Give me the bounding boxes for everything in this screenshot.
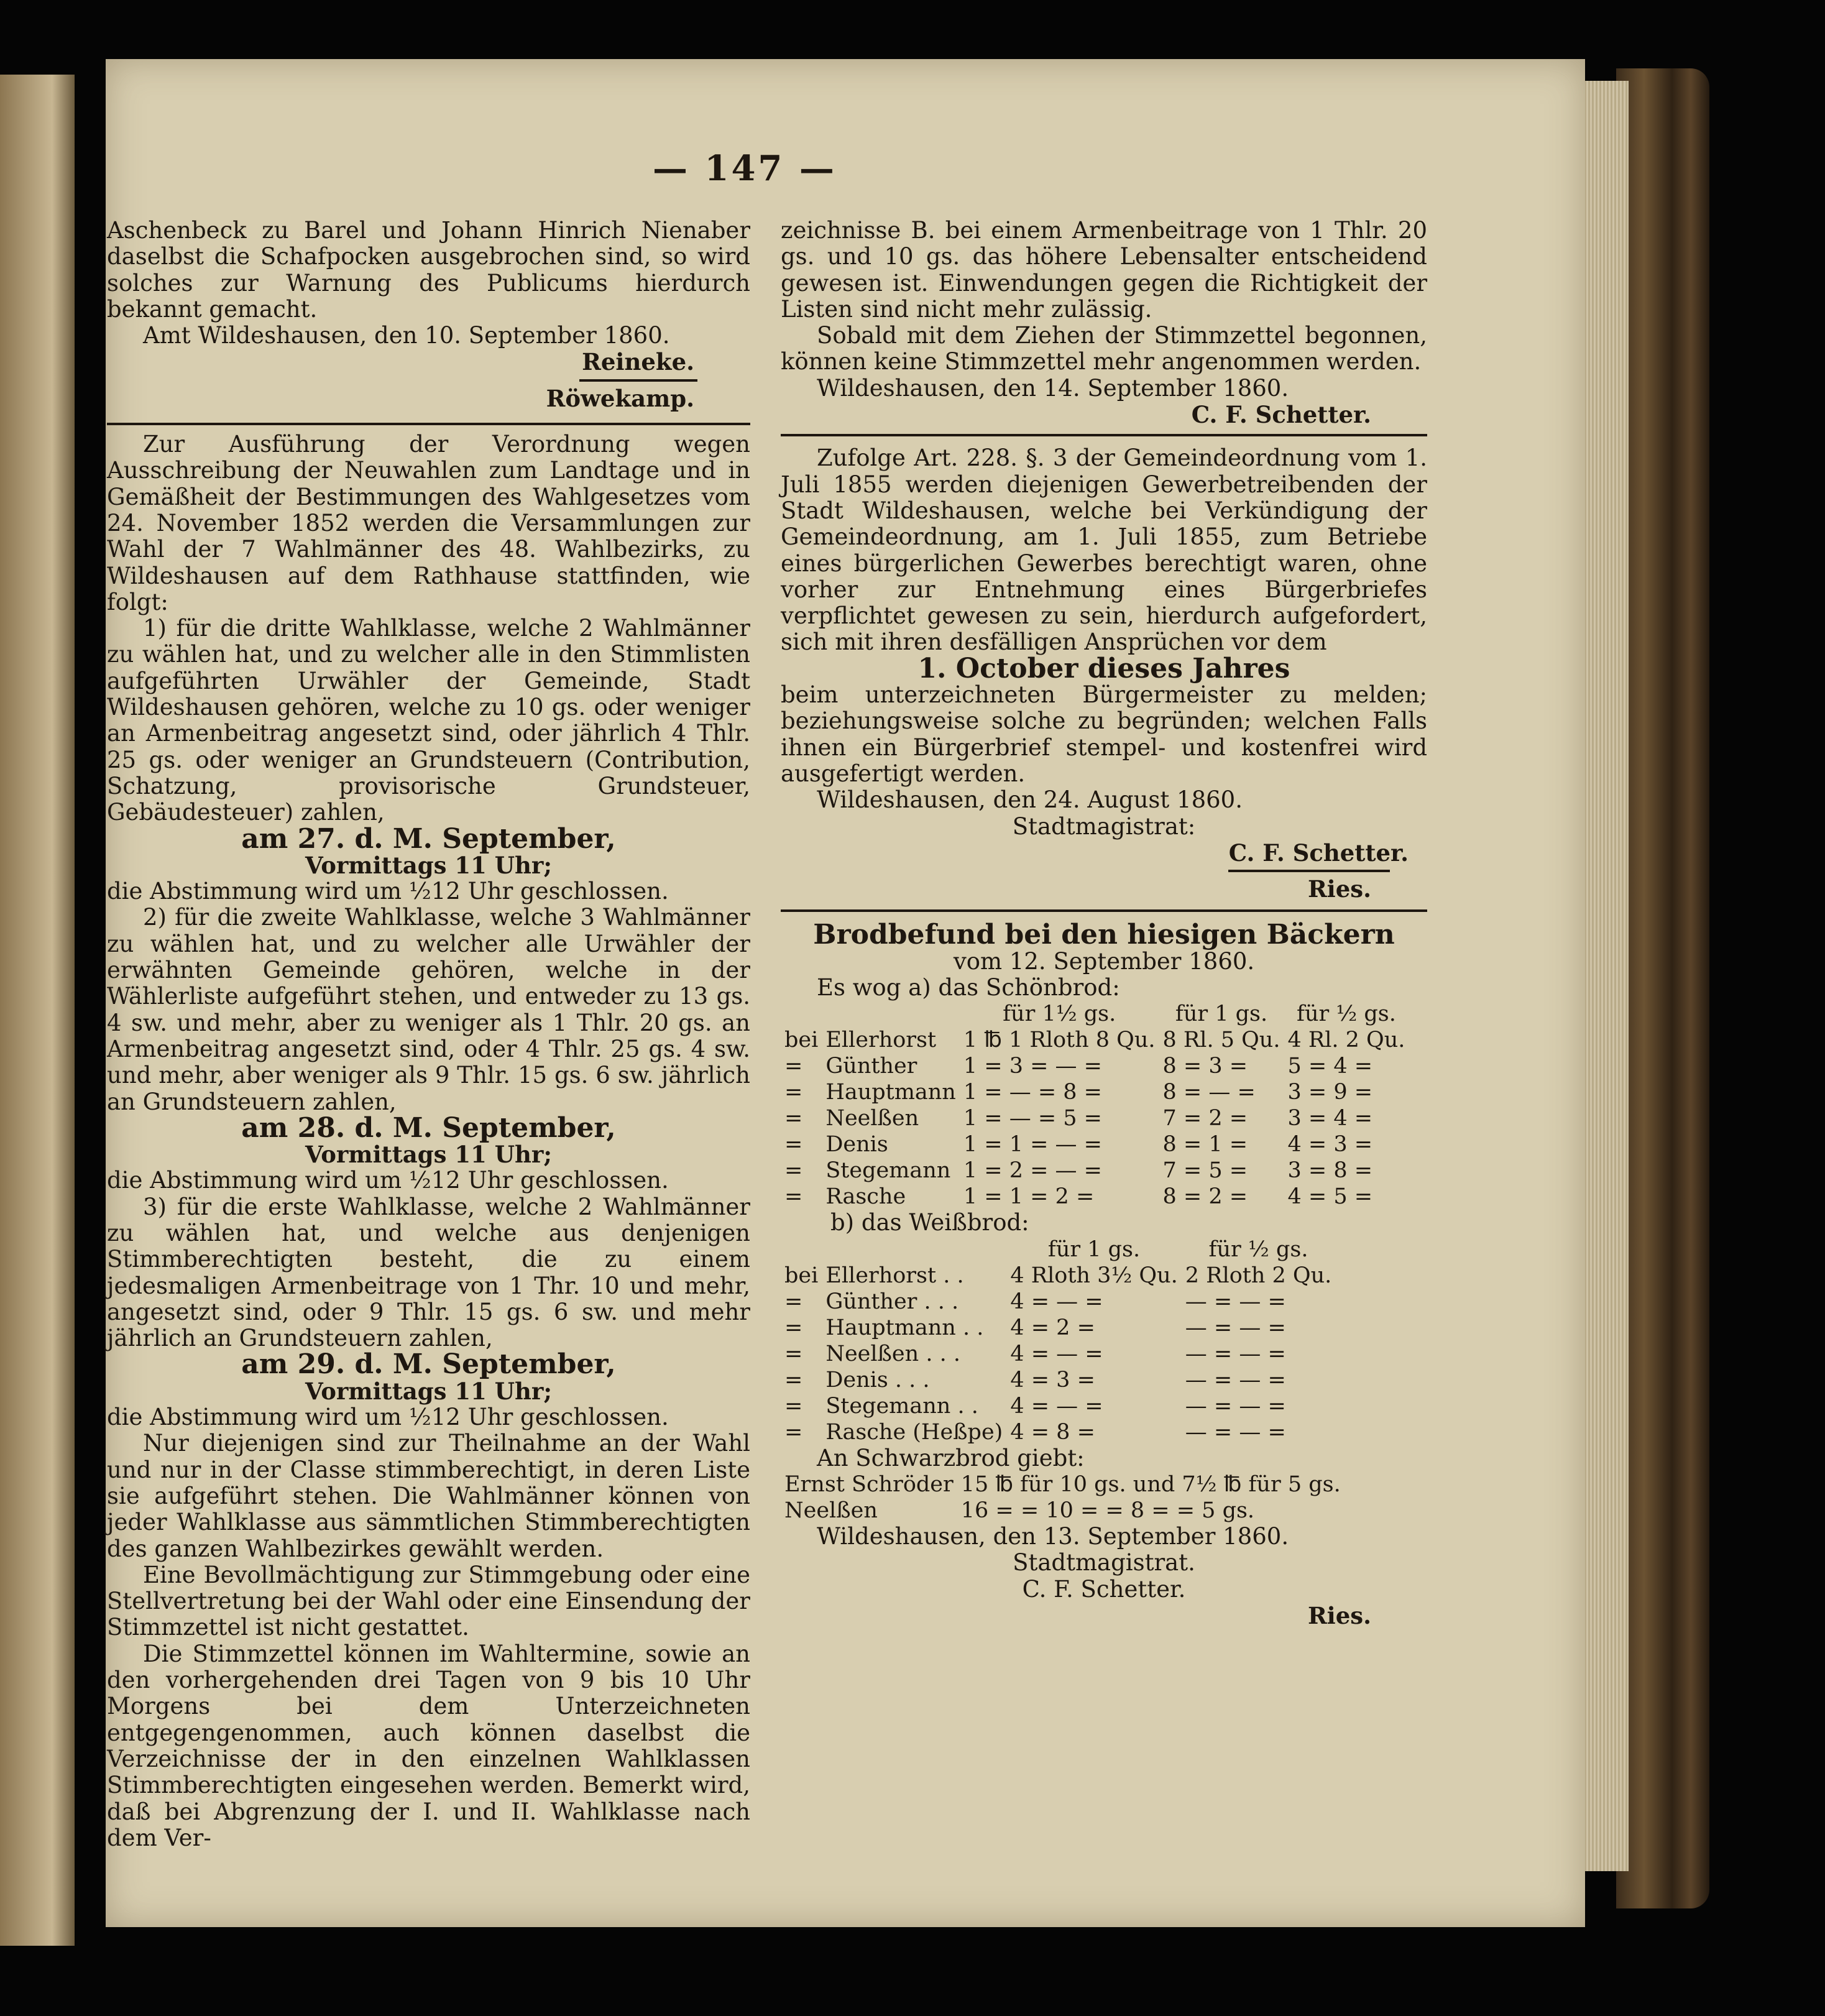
table-header xyxy=(781,1236,1335,1263)
baker-name: Rasche xyxy=(825,1184,906,1210)
table-cell: 15 ℔ für 10 gs. und 7½ ℔ für 5 gs. xyxy=(960,1471,1341,1497)
class-three: 1) für die dritte Wahlklasse, welche 2 Wahlmänner zu wählen hat, und zu welcher alle in den Stimmlisten aufgeführten Urwähler der Gemeinde, Stadt Wildeshausen gehören, welche zu 10 gs. oder weniger an Armenbeitrag angesetzt sind, oder jährlich 4 Thlr. 25 gs. oder weniger an Grundsteuern (Contribution, Schatzung, provisorische Grundsteuer, Gebäudesteuer) zahlen, xyxy=(107,615,750,826)
baker-name: Günther . . . xyxy=(825,1289,959,1314)
table-cell: 1 = 1 = — = xyxy=(963,1132,1103,1158)
table-cell: 3 = 4 = xyxy=(1287,1106,1373,1131)
table-row xyxy=(781,1158,1409,1184)
eligibility-note: Nur diejenigen sind zur Theilnahme an der Wahl und nur in der Classe stimmberechtigt, in deren Liste sie aufgeführt stehen. Die Wahlmänner können von jeder Wahlklasse aus sämmtlichen Stimmberechtigten des ganzen Wahlbezirkes gewählt werden. xyxy=(107,1430,750,1562)
table-cell: bei xyxy=(784,1028,819,1053)
baker-name: Neelßen xyxy=(784,1498,878,1523)
table-row xyxy=(781,1105,1409,1131)
weissbrod-table xyxy=(781,1236,1335,1445)
table-row xyxy=(781,1184,1409,1210)
table-cell: 8 = 2 = xyxy=(1162,1184,1248,1210)
black-bread-label: An Schwarzbrod giebt: xyxy=(817,1444,1085,1471)
table-cell: — = — = xyxy=(1185,1341,1286,1366)
baker-name: Rasche (Heßpe) xyxy=(825,1419,1003,1445)
table-cell: 3 = 9 = xyxy=(1287,1080,1373,1105)
signature-reineke: Reineke. xyxy=(582,348,694,376)
table-cell: — = — = xyxy=(1185,1367,1286,1392)
baker-name: Denis xyxy=(825,1132,888,1158)
table-cell: = xyxy=(784,1367,803,1392)
baker-name: Ellerhorst xyxy=(825,1028,937,1053)
table-cell: 5 = 4 = xyxy=(1287,1054,1373,1079)
signature-schetter: C. F. Schetter. xyxy=(1191,401,1371,429)
column-header: für 1 gs. xyxy=(1047,1236,1141,1262)
notice-date-1: Wildeshausen, den 14. September 1860. xyxy=(817,374,1289,402)
right-column xyxy=(781,218,1427,1629)
table-header xyxy=(781,1001,1409,1027)
table-row xyxy=(781,1027,1409,1053)
ballot-note: Die Stimmzettel können im Wahltermine, sowie an den vorhergehenden drei Tagen von 9 bis 10 Uhr Morgens bei dem Unterzeichneten entgegengenommen, auch können daselbst die Verzeichnisse der in den einzelnen Wahlklassen Stimmberechtigten eingesehen werden. Bemerkt wird, daß bei Abgrenzung der I. und II. Wahlklasse nach dem Ver- xyxy=(107,1640,750,1851)
table-cell: = xyxy=(784,1184,803,1210)
class-one-date: am 29. d. M. September, xyxy=(241,1348,616,1381)
table-cell: 4 = 2 = xyxy=(1010,1315,1095,1340)
column-header: für 1 gs. xyxy=(1175,1001,1268,1027)
table-cell: 1 ℔ 1 Rloth 8 Qu. xyxy=(963,1028,1156,1053)
table-row xyxy=(781,1341,1335,1367)
column-header: für ½ gs. xyxy=(1208,1236,1308,1262)
baker-name: Stegemann . . xyxy=(825,1393,978,1419)
signature-ries-2: Ries. xyxy=(1307,1601,1371,1629)
column-header: für ½ gs. xyxy=(1296,1001,1396,1027)
baker-name: Hauptmann . . xyxy=(825,1315,984,1340)
signature-schetter-3: C. F. Schetter. xyxy=(1022,1575,1186,1603)
table-cell: — = — = xyxy=(1185,1393,1286,1419)
bread-b-label: b) das Weißbrod: xyxy=(830,1209,1029,1236)
schwarzbrod-table xyxy=(781,1471,1345,1524)
table-row xyxy=(781,1419,1335,1445)
table-cell: 3 = 8 = xyxy=(1287,1158,1373,1184)
divider xyxy=(107,423,750,425)
table-cell: 8 Rl. 5 Qu. xyxy=(1162,1028,1280,1053)
schoenbrod-table xyxy=(781,1001,1409,1210)
column-header: für 1½ gs. xyxy=(1003,1001,1116,1027)
table-cell: 8 = 3 = xyxy=(1162,1054,1248,1079)
baker-name: Stegemann xyxy=(825,1158,951,1184)
class-one: 3) für die erste Wahlklasse, welche 2 Wahlmänner zu wählen hat, und welche aus denjenigen Stimmberechtigten besteht, die zu einem jedesmaligen Armenbeitrage von 1 Thr. 10 und mehr, angesetzt sind, oder 9 Thlr. 15 gs. 6 sw. und mehr jährlich an Grundsteuern zahlen, xyxy=(107,1193,750,1352)
signature-roewekamp: Röwekamp. xyxy=(546,384,694,412)
book-cover xyxy=(1616,68,1709,1908)
table-cell: 4 = 3 = xyxy=(1287,1132,1373,1158)
signature-ries: Ries. xyxy=(1307,875,1371,903)
divider xyxy=(1228,870,1390,872)
table-cell: = xyxy=(784,1158,803,1184)
table-cell: 8 = 1 = xyxy=(1162,1132,1248,1158)
left-column xyxy=(107,218,750,1851)
table-cell: = xyxy=(784,1289,803,1314)
divider xyxy=(579,379,697,382)
table-cell: 4 = — = xyxy=(1010,1341,1103,1366)
notice-pox: Aschenbeck zu Barel und Johann Hinrich Nienaber daselbst die Schafpocken ausgebrochen sind, so wird solches zur Warnung des Publicums hierdurch bekannt gemacht. xyxy=(107,217,750,323)
proxy-note: Eine Bevollmächtigung zur Stimmgebung oder eine Stellvertretung bei der Wahl oder eine Einsendung der Stimmzettel ist nicht gestattet. xyxy=(107,1561,750,1641)
baker-name: Hauptmann xyxy=(825,1080,956,1105)
table-cell: 1 = 2 = — = xyxy=(963,1158,1103,1184)
table-row xyxy=(781,1263,1335,1289)
table-cell: = xyxy=(784,1341,803,1366)
bread-title: Brodbefund bei den hiesigen Bäckern xyxy=(813,919,1395,951)
class-two-time: Vormittags 11 Uhr; xyxy=(305,1141,553,1169)
bread-date: vom 12. September 1860. xyxy=(953,947,1255,975)
table-cell: 2 Rloth 2 Qu. xyxy=(1185,1263,1332,1288)
trade-notice-cont: beim unterzeichneten Bürgermeister zu melden; beziehungsweise solche zu begründen; welchen Falls ihnen ein Bürgerbrief stempel- und kostenfrei wird ausgefertigt werden. xyxy=(781,681,1427,787)
class-two-close: die Abstimmung wird um ½12 Uhr geschlossen. xyxy=(107,1167,669,1194)
table-cell: — = — = xyxy=(1185,1289,1286,1314)
notice-date-2: Wildeshausen, den 24. August 1860. xyxy=(817,786,1243,814)
table-cell: = xyxy=(784,1419,803,1445)
table-cell: 16 = = 10 = = 8 = = 5 gs. xyxy=(960,1498,1255,1523)
table-cell: 4 = — = xyxy=(1010,1289,1103,1314)
table-row xyxy=(781,1053,1409,1079)
baker-name: Neelßen . . . xyxy=(825,1341,960,1366)
class-three-time: Vormittags 11 Uhr; xyxy=(305,851,553,879)
table-cell: 4 = 3 = xyxy=(1010,1367,1095,1392)
sobald-note: Sobald mit dem Ziehen der Stimmzettel begonnen, können keine Stimmzettel mehr angenommen werden. xyxy=(781,322,1427,375)
table-row xyxy=(781,1289,1335,1315)
election-intro: Zur Ausführung der Verordnung wegen Ausschreibung der Neuwahlen zum Landtage und in Gemäßheit der Bestimmungen des Wahlgesetzes vom 24. November 1852 werden die Versammlungen zur Wahl der 7 Wahlmänner des 48. Wahlbezirks, zu Wildeshausen auf dem Rathhause stattfinden, wie folgt: xyxy=(107,431,750,615)
stadtmagistrat-1: Stadtmagistrat: xyxy=(1012,812,1196,840)
table-row xyxy=(781,1131,1409,1158)
table-cell: 4 = 8 = xyxy=(1010,1419,1095,1445)
class-one-close: die Abstimmung wird um ½12 Uhr geschlossen. xyxy=(107,1404,669,1431)
table-cell: 4 = 5 = xyxy=(1287,1184,1373,1210)
class-one-time: Vormittags 11 Uhr; xyxy=(305,1377,553,1405)
table-cell: 4 = — = xyxy=(1010,1393,1103,1419)
table-row xyxy=(781,1367,1335,1393)
baker-name: Ernst Schröder xyxy=(784,1471,954,1497)
october-deadline: 1. October dieses Jahres xyxy=(917,652,1290,684)
table-cell: 1 = — = 5 = xyxy=(963,1106,1103,1131)
table-row xyxy=(781,1498,1345,1524)
baker-name: Günther xyxy=(825,1054,917,1079)
class-three-date: am 27. d. M. September, xyxy=(241,822,616,855)
table-cell: 1 = 1 = 2 = xyxy=(963,1184,1095,1210)
stadtmagistrat-2: Stadtmagistrat. xyxy=(1013,1549,1195,1576)
table-cell: = xyxy=(784,1080,803,1105)
table-cell: bei xyxy=(784,1263,819,1288)
baker-name: Neelßen xyxy=(825,1106,919,1131)
table-cell: — = — = xyxy=(1185,1315,1286,1340)
notice-date-3: Wildeshausen, den 13. September 1860. xyxy=(817,1522,1289,1550)
trade-notice: Zufolge Art. 228. §. 3 der Gemeindeordnung vom 1. Juli 1855 werden diejenigen Gewerbetreibenden der Stadt Wildeshausen, welche bei Verkündigung der Gemeindeordnung, am 1. Juli 1855, zum Betriebe eines bürgerlichen Gewerbes berechtigt waren, ohne vorher zur Entnehmung eines Bürgerbriefes verpflichtet gewesen zu sein, hierdurch aufgefordert, sich mit ihren desfälligen Ansprüchen vor dem xyxy=(781,444,1427,656)
class-two-date: am 28. d. M. September, xyxy=(241,1112,616,1144)
ballot-note-cont: zeichnisse B. bei einem Armenbeitrage von 1 Thlr. 20 gs. und 10 gs. das höhere Lebensalter entscheidend gewesen ist. Einwendungen gegen die Richtigkeit der Listen sind nicht mehr zulässig. xyxy=(781,217,1427,323)
table-cell: 1 = 3 = — = xyxy=(963,1054,1103,1079)
table-cell: 1 = — = 8 = xyxy=(963,1080,1103,1105)
table-cell: = xyxy=(784,1132,803,1158)
table-cell: 7 = 5 = xyxy=(1162,1158,1248,1184)
class-two: 2) für die zweite Wahlklasse, welche 3 Wahlmänner zu wählen hat, und zu welcher alle Urwähler der erwähnten Gemeinde gehören, welche in der Wählerliste aufgeführt stehen, und entweder zu 13 gs. 4 sw. und mehr, aber zu weniger als 1 Thlr. 20 gs. an Armenbeitrag angesetzt sind, oder 4 Thlr. 25 gs. 4 sw. und mehr, aber weniger als 9 Thlr. 15 gs. 6 sw. jährlich an Grundsteuern zahlen, xyxy=(107,904,750,1115)
page-number: — 147 — xyxy=(653,148,837,189)
table-cell: = xyxy=(784,1054,803,1079)
divider xyxy=(781,909,1427,912)
table-row xyxy=(781,1315,1335,1341)
table-cell: 4 Rl. 2 Qu. xyxy=(1287,1028,1405,1053)
class-three-close: die Abstimmung wird um ½12 Uhr geschlossen. xyxy=(107,878,669,905)
table-row xyxy=(781,1471,1345,1498)
baker-name: Denis . . . xyxy=(825,1367,930,1392)
table-cell: 4 Rloth 3½ Qu. xyxy=(1010,1263,1178,1288)
table-cell: 7 = 2 = xyxy=(1162,1106,1248,1131)
bread-a-label: Es wog a) das Schönbrod: xyxy=(817,974,1120,1001)
left-page-edge xyxy=(0,75,75,1946)
table-cell: = xyxy=(784,1393,803,1419)
baker-name: Ellerhorst . . xyxy=(825,1263,964,1288)
table-cell: 8 = — = xyxy=(1162,1080,1256,1105)
divider xyxy=(781,434,1427,436)
table-cell: = xyxy=(784,1315,803,1340)
table-cell: = xyxy=(784,1106,803,1131)
table-row xyxy=(781,1079,1409,1105)
table-cell: — = — = xyxy=(1185,1419,1286,1445)
table-row xyxy=(781,1393,1335,1419)
notice-pox-date: Amt Wildeshausen, den 10. September 1860. xyxy=(143,322,670,349)
signature-schetter-2: C. F. Schetter. xyxy=(1228,839,1409,867)
